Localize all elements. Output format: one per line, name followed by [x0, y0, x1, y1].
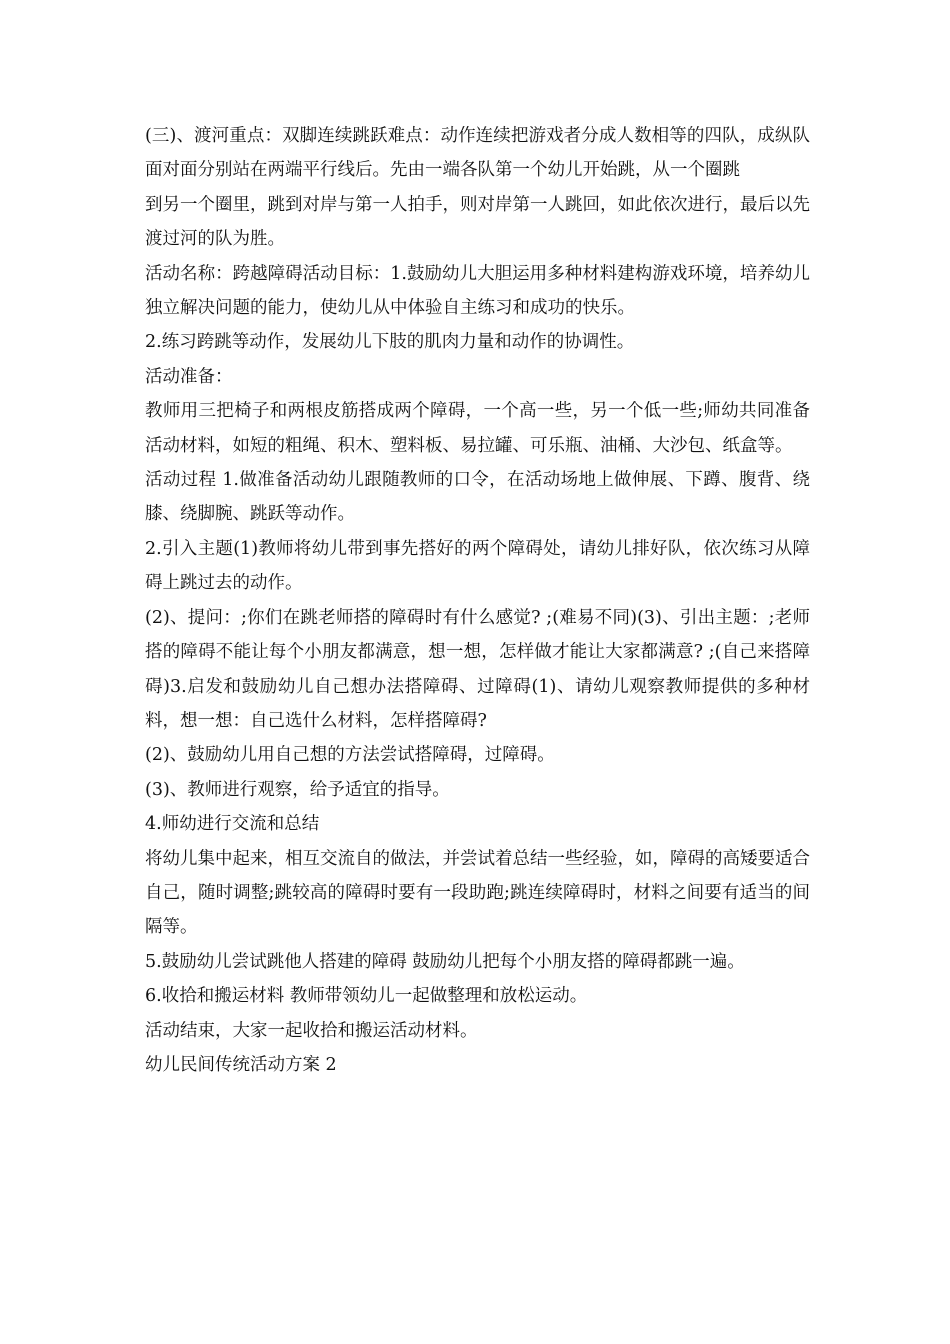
paragraph: 5.鼓励幼儿尝试跳他人搭建的障碍 鼓励幼儿把每个小朋友搭的障碍都跳一遍。 [145, 951, 745, 972]
paragraph: (2)、提问：;你们在跳老师搭的障碍时有什么感觉? ;(难易不同)(3)、引出主题：;老师搭的障碍不能让每个小朋友都满意，想一想，怎样做才能让大家都满意? ;(自己来搭障碍)3.启发和鼓励幼儿自己想办法搭障碍、过障碍(1)、请幼儿观察教师提供的多种材料，想一想：自己选什么材料，怎样搭障碍? [145, 607, 810, 731]
paragraph: 4.师幼进行交流和总结 [145, 814, 320, 835]
paragraph: (2)、鼓励幼儿用自己想的方法尝试搭障碍，过障碍。 [145, 745, 555, 766]
paragraph: 教师用三把椅子和两根皮筋搭成两个障碍，一个高一些，另一个低一些;师幼共同准备活动材料，如短的粗绳、积木、塑料板、易拉罐、可乐瓶、油桶、大沙包、纸盒等。 [145, 401, 810, 456]
paragraph: 活动过程 1.做准备活动幼儿跟随教师的口令，在活动场地上做伸展、下蹲、腹背、绕膝、绕脚腕、跳跃等动作。 [145, 470, 810, 525]
paragraph: 将幼儿集中起来，相互交流自的做法，并尝试着总结一些经验，如，障碍的高矮要适合自己，随时调整;跳较高的障碍时要有一段助跑;跳连续障碍时，材料之间要有适当的间隔等。 [145, 848, 810, 938]
paragraph: 2.引入主题(1)教师将幼儿带到事先搭好的两个障碍处，请幼儿排好队，依次练习从障碍上跳过去的动作。 [145, 538, 810, 594]
paragraph: (3)、教师进行观察，给予适宜的指导。 [145, 779, 450, 800]
paragraph: (三)、渡河重点：双脚连续跳跃难点：动作连续把游戏者分成人数相等的四队，成纵队面对面分别站在两端平行线后。先由一端各队第一个幼儿开始跳，从一个圈跳 [145, 126, 810, 181]
paragraph: 活动结束，大家一起收拾和搬运活动材料。 [145, 1020, 478, 1041]
paragraph: 到另一个圈里，跳到对岸与第一人拍手，则对岸第一人跳回，如此依次进行，最后以先渡过河的队为胜。 [145, 194, 810, 250]
document-body [145, 119, 810, 1082]
paragraph: 6.收拾和搬运材料 教师带领幼儿一起做整理和放松运动。 [145, 986, 588, 1007]
paragraph: 活动准备： [145, 366, 233, 387]
paragraph: 2.练习跨跳等动作，发展幼儿下肢的肌肉力量和动作的协调性。 [145, 332, 635, 353]
paragraph: 活动名称：跨越障碍活动目标：1.鼓励幼儿大胆运用多种材料建构游戏环境，培养幼儿 独立解决问题的能力，使幼儿从中体验自主练习和成功的快乐。 [145, 263, 810, 319]
section-heading: 幼儿民间传统活动方案 2 [145, 1054, 337, 1075]
